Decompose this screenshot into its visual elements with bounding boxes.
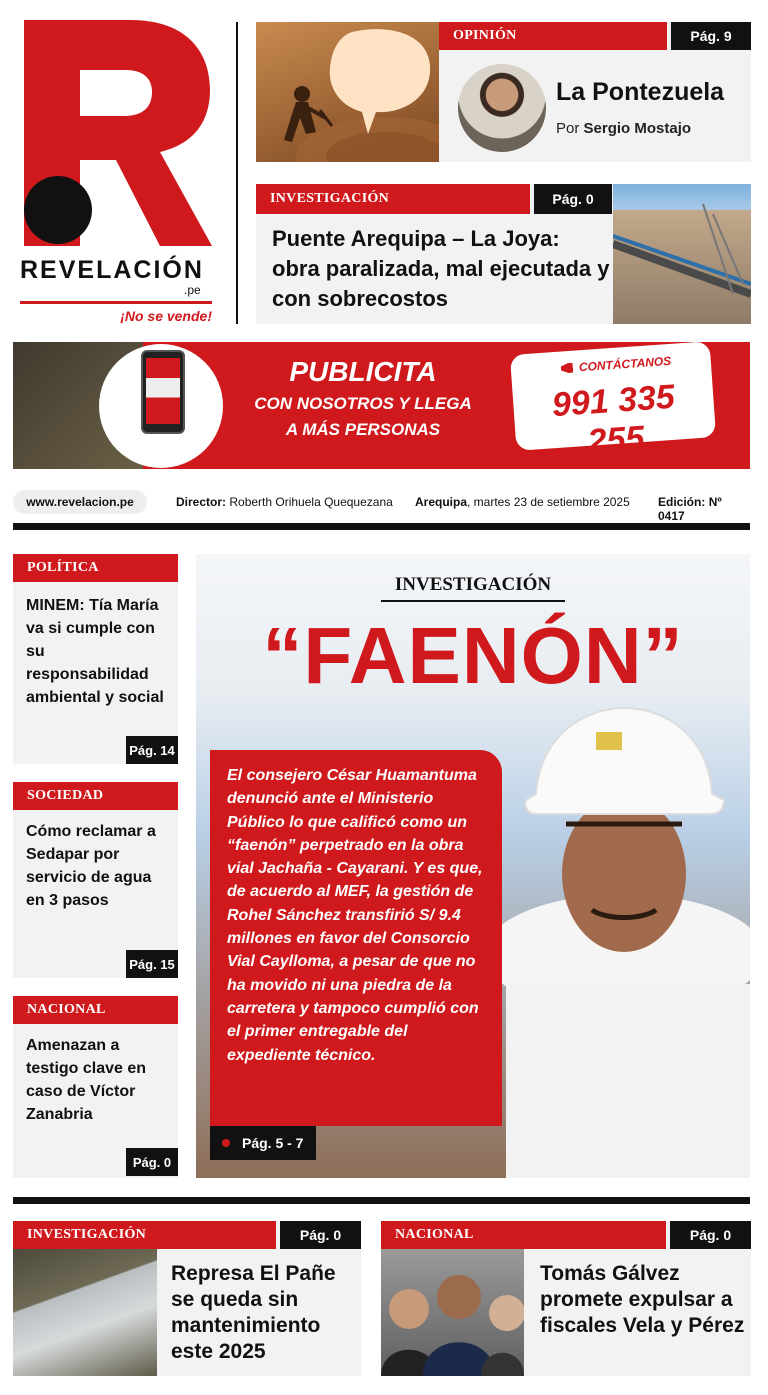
side-section: NACIONAL — [13, 996, 178, 1024]
side-page[interactable]: Pág. 15 — [126, 950, 178, 978]
bullet-icon — [222, 1139, 230, 1147]
edition-label: Edición: — [658, 495, 706, 509]
bottom-card-represa[interactable] — [13, 1221, 361, 1376]
side-card-politica[interactable] — [13, 554, 178, 764]
bridge-photo — [613, 184, 751, 324]
main-story[interactable] — [196, 554, 750, 1178]
ad-contact-bubble[interactable] — [510, 342, 716, 461]
section-rule-bottom — [13, 1197, 750, 1204]
director-name: Roberth Orihuela Quequezana — [229, 495, 393, 509]
summary-box — [210, 750, 502, 1126]
bottom-card-galvez[interactable] — [381, 1221, 751, 1376]
brand-slogan: ¡No se vende! — [120, 308, 212, 324]
side-headline[interactable]: Cómo reclamar a Sedapar por servicio de agua en 3 pasos — [26, 823, 156, 909]
side-page[interactable]: Pág. 14 — [126, 736, 178, 764]
officials-photo — [381, 1249, 524, 1376]
logo[interactable] — [20, 20, 215, 330]
byline-author[interactable]: Sergio Mostajo — [583, 120, 692, 137]
bottom-section: INVESTIGACIÓN — [13, 1221, 276, 1249]
website-pill[interactable]: www.revelacion.pe — [13, 490, 147, 514]
side-card-sociedad[interactable] — [13, 782, 178, 978]
main-kicker: INVESTIGACIÓN — [394, 574, 552, 595]
ad-banner[interactable] — [13, 342, 750, 469]
side-section: POLÍTICA — [13, 554, 178, 582]
info-bar — [13, 488, 750, 523]
opinion-title[interactable]: La Pontezuela — [556, 78, 725, 106]
miner-icon — [256, 22, 439, 162]
header-divider — [236, 22, 238, 324]
hardhat-official-icon — [496, 704, 750, 1178]
top-story-headline[interactable]: Puente Arequipa – La Joya: obra paralizada, mal ejecutada y con sobrecostos — [272, 226, 610, 311]
opinion-illustration — [256, 22, 439, 162]
brand-domain: .pe — [184, 283, 201, 297]
section-rule-top — [13, 523, 750, 530]
opinion-page[interactable]: Pág. 9 — [671, 22, 751, 50]
director-label: Director: — [176, 495, 227, 509]
bridge-icon — [613, 184, 751, 324]
bottom-page[interactable]: Pág. 0 — [280, 1221, 361, 1249]
city: Arequipa — [415, 495, 468, 509]
main-title[interactable]: “FAENÓN” — [262, 611, 684, 700]
side-card-nacional[interactable] — [13, 996, 178, 1178]
ad-line1: CON NOSOTROS Y LLEGA — [254, 394, 472, 413]
brand-divider — [20, 301, 212, 304]
top-story-card[interactable] — [256, 184, 751, 324]
top-story-page[interactable]: Pág. 0 — [534, 184, 612, 214]
ad-title: PUBLICITA — [289, 356, 437, 387]
ad-phone-number[interactable]: 991 335 255 — [550, 377, 676, 461]
byline-prefix: Por — [556, 120, 580, 137]
reservoir-photo — [13, 1249, 157, 1376]
bottom-headline[interactable]: Tomás Gálvez promete expulsar a fiscales Vela y Pérez — [540, 1262, 745, 1337]
top-story-section: INVESTIGACIÓN — [256, 184, 530, 214]
side-section: SOCIEDAD — [13, 782, 178, 810]
side-headline[interactable]: MINEM: Tía María va si cumple con su responsabilidad ambiental y social — [26, 597, 164, 706]
edition-number: Nº 0417 — [658, 495, 722, 523]
kicker-underline — [381, 600, 565, 602]
bottom-page[interactable]: Pág. 0 — [670, 1221, 751, 1249]
main-page-badge[interactable] — [210, 1126, 316, 1160]
opinion-section: OPINIÓN — [439, 22, 667, 50]
side-headline[interactable]: Amenazan a testigo clave en caso de Víctor Zanabria — [26, 1037, 147, 1123]
ad-contact-label: CONTÁCTANOS — [578, 353, 672, 375]
director-info — [176, 495, 393, 509]
author-avatar — [458, 64, 546, 152]
edition-info — [658, 495, 750, 523]
opinion-byline — [556, 120, 691, 137]
bottom-section: NACIONAL — [381, 1221, 666, 1249]
ad-phone-icon — [141, 350, 185, 434]
three-men-icon — [381, 1249, 524, 1376]
megaphone-icon — [561, 363, 574, 374]
opinion-card[interactable] — [256, 22, 751, 162]
side-page[interactable]: Pág. 0 — [126, 1148, 178, 1176]
ad-line2: A MÁS PERSONAS — [285, 420, 441, 439]
main-summary: El consejero César Huamantuma denunció ante el Ministerio Público lo que calificó como un “faenón” perpetrado en la obra vial Jachaña - Cayarani. Y es que, de acuerdo al MEF, la gestión de Rohel Sánchez transfirió S/ 9.4 millones en favor del Consorcio Vial Caylloma, a pesar de que no ha movido ni una piedra de la carretera y tampoco cumplió con el primer entregable del expediente técnico. — [227, 767, 483, 1064]
bottom-headline[interactable]: Represa El Pañe se queda sin mantenimiento este 2025 — [171, 1262, 336, 1363]
date: , martes 23 de setiembre 2025 — [467, 495, 630, 509]
official-figure — [496, 704, 750, 1178]
logo-r-icon — [20, 20, 215, 250]
date-info — [415, 495, 630, 509]
main-page: Pág. 5 - 7 — [242, 1135, 304, 1151]
brand-name: REVELACIÓN — [20, 256, 204, 284]
